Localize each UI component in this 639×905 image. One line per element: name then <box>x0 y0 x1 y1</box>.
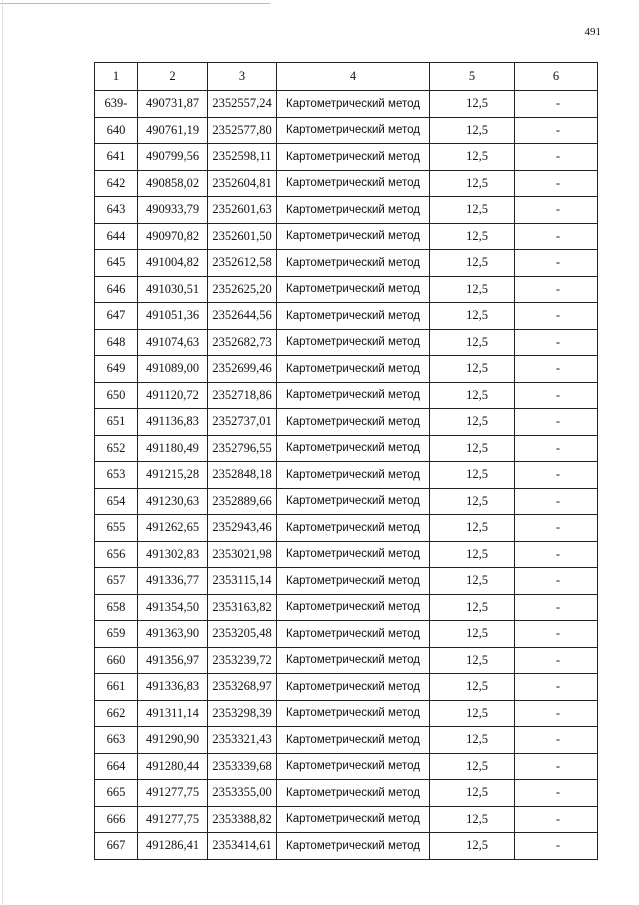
cell-x-coordinate: 491136,83 <box>138 409 208 436</box>
cell-note: - <box>515 727 598 754</box>
cell-note: - <box>515 223 598 250</box>
cell-y-coordinate: 2353205,48 <box>208 621 277 648</box>
cell-note: - <box>515 197 598 224</box>
scan-edge-top <box>0 3 270 4</box>
table-row <box>95 91 598 118</box>
cell-method: Картометрический метод <box>277 329 430 356</box>
cell-method: Картометрический метод <box>277 541 430 568</box>
cell-point-number: 652 <box>95 435 138 462</box>
cell-y-coordinate: 2353414,61 <box>208 833 277 860</box>
table-row <box>95 806 598 833</box>
table-row <box>95 197 598 224</box>
coordinates-table <box>94 62 598 860</box>
cell-point-number: 643 <box>95 197 138 224</box>
cell-y-coordinate: 2353268,97 <box>208 674 277 701</box>
cell-precision: 12,5 <box>430 197 515 224</box>
cell-precision: 12,5 <box>430 144 515 171</box>
cell-note: - <box>515 409 598 436</box>
cell-x-coordinate: 491051,36 <box>138 303 208 330</box>
cell-x-coordinate: 491336,83 <box>138 674 208 701</box>
cell-note: - <box>515 515 598 542</box>
column-header-1: 1 <box>95 63 138 91</box>
cell-method: Картометрический метод <box>277 276 430 303</box>
table-row <box>95 250 598 277</box>
column-header-4: 4 <box>277 63 430 91</box>
cell-note: - <box>515 568 598 595</box>
cell-note: - <box>515 382 598 409</box>
cell-precision: 12,5 <box>430 833 515 860</box>
table-body <box>95 91 598 860</box>
cell-note: - <box>515 594 598 621</box>
cell-method: Картометрический метод <box>277 117 430 144</box>
cell-x-coordinate: 490933,79 <box>138 197 208 224</box>
cell-precision: 12,5 <box>430 223 515 250</box>
cell-x-coordinate: 490761,19 <box>138 117 208 144</box>
cell-x-coordinate: 491280,44 <box>138 753 208 780</box>
cell-point-number: 659 <box>95 621 138 648</box>
cell-method: Картометрический метод <box>277 223 430 250</box>
cell-precision: 12,5 <box>430 462 515 489</box>
cell-x-coordinate: 491120,72 <box>138 382 208 409</box>
cell-point-number: 665 <box>95 780 138 807</box>
cell-method: Картометрический метод <box>277 806 430 833</box>
cell-x-coordinate: 491286,41 <box>138 833 208 860</box>
cell-precision: 12,5 <box>430 727 515 754</box>
scan-edge-left <box>2 0 3 905</box>
table-row <box>95 276 598 303</box>
cell-x-coordinate: 491311,14 <box>138 700 208 727</box>
cell-point-number: 660 <box>95 647 138 674</box>
cell-y-coordinate: 2352737,01 <box>208 409 277 436</box>
cell-method: Картометрический метод <box>277 197 430 224</box>
cell-precision: 12,5 <box>430 303 515 330</box>
cell-precision: 12,5 <box>430 329 515 356</box>
cell-precision: 12,5 <box>430 488 515 515</box>
cell-point-number: 655 <box>95 515 138 542</box>
cell-point-number: 639- <box>95 91 138 118</box>
column-header-3: 3 <box>208 63 277 91</box>
cell-method: Картометрический метод <box>277 700 430 727</box>
column-header-5: 5 <box>430 63 515 91</box>
cell-method: Картометрический метод <box>277 488 430 515</box>
cell-x-coordinate: 491290,90 <box>138 727 208 754</box>
cell-method: Картометрический метод <box>277 91 430 118</box>
cell-method: Картометрический метод <box>277 621 430 648</box>
cell-method: Картометрический метод <box>277 647 430 674</box>
table-row <box>95 780 598 807</box>
cell-note: - <box>515 621 598 648</box>
cell-point-number: 661 <box>95 674 138 701</box>
cell-x-coordinate: 491302,83 <box>138 541 208 568</box>
cell-method: Картометрический метод <box>277 356 430 383</box>
table-row <box>95 594 598 621</box>
cell-method: Картометрический метод <box>277 674 430 701</box>
cell-method: Картометрический метод <box>277 170 430 197</box>
cell-x-coordinate: 490970,82 <box>138 223 208 250</box>
cell-precision: 12,5 <box>430 515 515 542</box>
table-row <box>95 753 598 780</box>
cell-note: - <box>515 435 598 462</box>
cell-y-coordinate: 2353298,39 <box>208 700 277 727</box>
table-row <box>95 541 598 568</box>
cell-y-coordinate: 2353321,43 <box>208 727 277 754</box>
cell-precision: 12,5 <box>430 621 515 648</box>
cell-point-number: 647 <box>95 303 138 330</box>
cell-note: - <box>515 144 598 171</box>
cell-method: Картометрический метод <box>277 303 430 330</box>
table-row <box>95 462 598 489</box>
cell-precision: 12,5 <box>430 356 515 383</box>
cell-precision: 12,5 <box>430 382 515 409</box>
cell-x-coordinate: 491262,65 <box>138 515 208 542</box>
cell-point-number: 663 <box>95 727 138 754</box>
cell-precision: 12,5 <box>430 117 515 144</box>
cell-method: Картометрический метод <box>277 727 430 754</box>
table-row <box>95 515 598 542</box>
cell-y-coordinate: 2352699,46 <box>208 356 277 383</box>
page-number: 491 <box>584 26 601 38</box>
cell-point-number: 640 <box>95 117 138 144</box>
table-row <box>95 223 598 250</box>
cell-precision: 12,5 <box>430 91 515 118</box>
cell-note: - <box>515 303 598 330</box>
cell-y-coordinate: 2352848,18 <box>208 462 277 489</box>
cell-method: Картометрический метод <box>277 435 430 462</box>
cell-method: Картометрический метод <box>277 515 430 542</box>
cell-y-coordinate: 2353388,82 <box>208 806 277 833</box>
cell-method: Картометрический метод <box>277 594 430 621</box>
cell-method: Картометрический метод <box>277 568 430 595</box>
cell-point-number: 662 <box>95 700 138 727</box>
cell-method: Картометрический метод <box>277 753 430 780</box>
table-row <box>95 329 598 356</box>
cell-y-coordinate: 2353339,68 <box>208 753 277 780</box>
table-row <box>95 488 598 515</box>
table-row <box>95 170 598 197</box>
cell-y-coordinate: 2352625,20 <box>208 276 277 303</box>
cell-point-number: 664 <box>95 753 138 780</box>
cell-point-number: 646 <box>95 276 138 303</box>
cell-point-number: 654 <box>95 488 138 515</box>
cell-y-coordinate: 2352557,24 <box>208 91 277 118</box>
table-row <box>95 409 598 436</box>
cell-method: Картометрический метод <box>277 250 430 277</box>
cell-precision: 12,5 <box>430 435 515 462</box>
cell-point-number: 653 <box>95 462 138 489</box>
cell-x-coordinate: 490799,56 <box>138 144 208 171</box>
cell-x-coordinate: 490858,02 <box>138 170 208 197</box>
cell-point-number: 641 <box>95 144 138 171</box>
cell-precision: 12,5 <box>430 647 515 674</box>
cell-y-coordinate: 2353115,14 <box>208 568 277 595</box>
cell-point-number: 658 <box>95 594 138 621</box>
table-row <box>95 356 598 383</box>
cell-note: - <box>515 674 598 701</box>
cell-point-number: 666 <box>95 806 138 833</box>
cell-precision: 12,5 <box>430 806 515 833</box>
cell-x-coordinate: 491089,00 <box>138 356 208 383</box>
cell-precision: 12,5 <box>430 276 515 303</box>
cell-y-coordinate: 2352604,81 <box>208 170 277 197</box>
cell-point-number: 644 <box>95 223 138 250</box>
table-row <box>95 647 598 674</box>
cell-point-number: 651 <box>95 409 138 436</box>
cell-x-coordinate: 491354,50 <box>138 594 208 621</box>
cell-x-coordinate: 491074,63 <box>138 329 208 356</box>
cell-note: - <box>515 700 598 727</box>
cell-note: - <box>515 170 598 197</box>
cell-y-coordinate: 2352682,73 <box>208 329 277 356</box>
coordinates-table-container <box>94 62 598 860</box>
cell-point-number: 648 <box>95 329 138 356</box>
cell-precision: 12,5 <box>430 170 515 197</box>
header-row <box>95 63 598 91</box>
cell-y-coordinate: 2352612,58 <box>208 250 277 277</box>
cell-y-coordinate: 2352943,46 <box>208 515 277 542</box>
cell-x-coordinate: 491004,82 <box>138 250 208 277</box>
cell-point-number: 649 <box>95 356 138 383</box>
cell-x-coordinate: 491030,51 <box>138 276 208 303</box>
cell-note: - <box>515 488 598 515</box>
cell-x-coordinate: 491277,75 <box>138 780 208 807</box>
cell-y-coordinate: 2352644,56 <box>208 303 277 330</box>
cell-precision: 12,5 <box>430 780 515 807</box>
table-row <box>95 727 598 754</box>
cell-x-coordinate: 491277,75 <box>138 806 208 833</box>
table-row <box>95 382 598 409</box>
table-header <box>95 63 598 91</box>
cell-x-coordinate: 491215,28 <box>138 462 208 489</box>
cell-note: - <box>515 753 598 780</box>
cell-note: - <box>515 462 598 489</box>
cell-precision: 12,5 <box>430 594 515 621</box>
table-row <box>95 117 598 144</box>
column-header-2: 2 <box>138 63 208 91</box>
cell-note: - <box>515 647 598 674</box>
table-row <box>95 435 598 462</box>
cell-point-number: 657 <box>95 568 138 595</box>
cell-x-coordinate: 491180,49 <box>138 435 208 462</box>
table-row <box>95 700 598 727</box>
cell-note: - <box>515 833 598 860</box>
cell-point-number: 645 <box>95 250 138 277</box>
table-row <box>95 303 598 330</box>
cell-method: Картометрический метод <box>277 409 430 436</box>
cell-method: Картометрический метод <box>277 780 430 807</box>
table-row <box>95 144 598 171</box>
cell-method: Картометрический метод <box>277 462 430 489</box>
cell-y-coordinate: 2353355,00 <box>208 780 277 807</box>
cell-note: - <box>515 117 598 144</box>
cell-note: - <box>515 329 598 356</box>
table-row <box>95 621 598 648</box>
cell-method: Картометрический метод <box>277 144 430 171</box>
cell-x-coordinate: 491230,63 <box>138 488 208 515</box>
cell-note: - <box>515 356 598 383</box>
cell-precision: 12,5 <box>430 250 515 277</box>
table-row <box>95 674 598 701</box>
cell-note: - <box>515 780 598 807</box>
cell-point-number: 642 <box>95 170 138 197</box>
cell-note: - <box>515 806 598 833</box>
cell-y-coordinate: 2353163,82 <box>208 594 277 621</box>
cell-precision: 12,5 <box>430 568 515 595</box>
cell-x-coordinate: 491356,97 <box>138 647 208 674</box>
cell-point-number: 667 <box>95 833 138 860</box>
cell-precision: 12,5 <box>430 674 515 701</box>
cell-note: - <box>515 541 598 568</box>
cell-y-coordinate: 2352601,63 <box>208 197 277 224</box>
column-header-6: 6 <box>515 63 598 91</box>
table-row <box>95 833 598 860</box>
cell-y-coordinate: 2352796,55 <box>208 435 277 462</box>
cell-x-coordinate: 490731,87 <box>138 91 208 118</box>
cell-y-coordinate: 2352718,86 <box>208 382 277 409</box>
cell-point-number: 656 <box>95 541 138 568</box>
cell-precision: 12,5 <box>430 700 515 727</box>
cell-y-coordinate: 2352889,66 <box>208 488 277 515</box>
cell-method: Картометрический метод <box>277 833 430 860</box>
cell-y-coordinate: 2352577,80 <box>208 117 277 144</box>
cell-x-coordinate: 491363,90 <box>138 621 208 648</box>
cell-y-coordinate: 2353021,98 <box>208 541 277 568</box>
cell-y-coordinate: 2353239,72 <box>208 647 277 674</box>
cell-method: Картометрический метод <box>277 382 430 409</box>
cell-point-number: 650 <box>95 382 138 409</box>
cell-precision: 12,5 <box>430 409 515 436</box>
cell-y-coordinate: 2352598,11 <box>208 144 277 171</box>
cell-y-coordinate: 2352601,50 <box>208 223 277 250</box>
cell-precision: 12,5 <box>430 541 515 568</box>
table-row <box>95 568 598 595</box>
cell-note: - <box>515 91 598 118</box>
cell-precision: 12,5 <box>430 753 515 780</box>
cell-x-coordinate: 491336,77 <box>138 568 208 595</box>
cell-note: - <box>515 276 598 303</box>
cell-note: - <box>515 250 598 277</box>
